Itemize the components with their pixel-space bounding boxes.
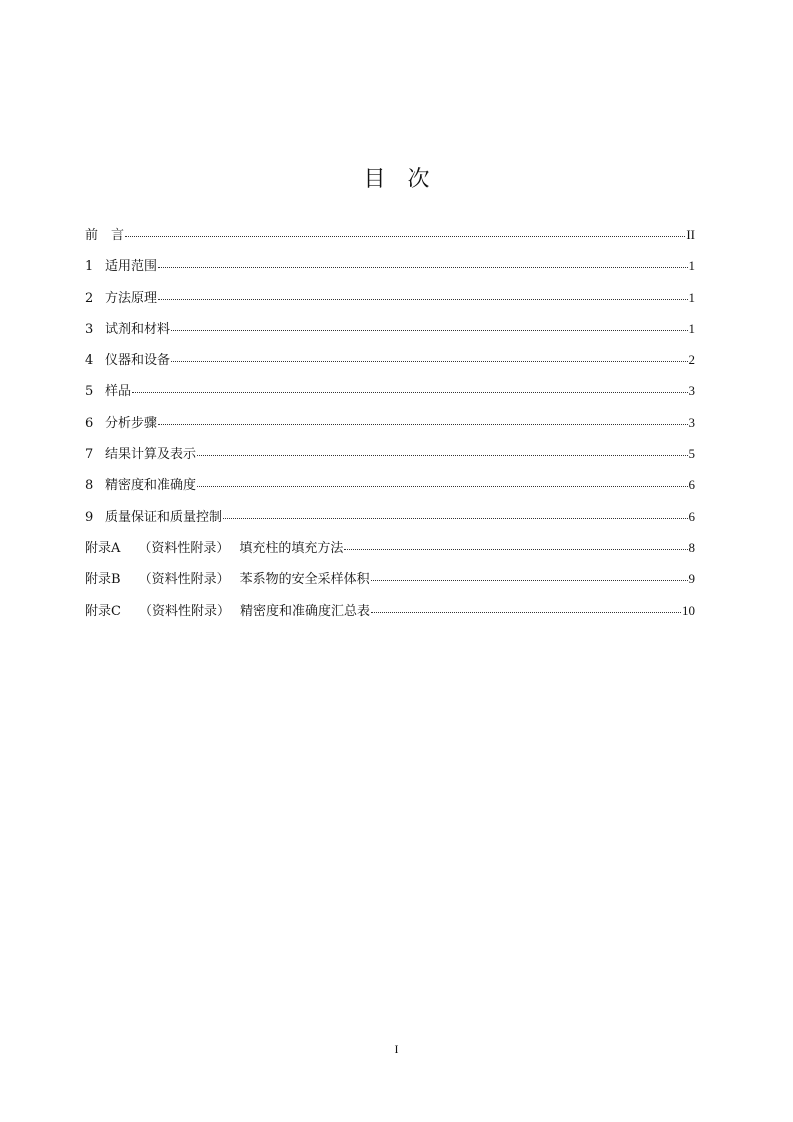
appendix-tag: 附录C bbox=[85, 603, 121, 619]
toc-entry-section-4[interactable] bbox=[85, 349, 695, 380]
leader-dots bbox=[197, 455, 687, 456]
toc-entry-label: 样品 bbox=[105, 384, 132, 400]
toc-entry-label: 适用范围 bbox=[105, 259, 158, 275]
toc-title-char-2: 次 bbox=[407, 167, 430, 192]
toc-entry-page: 1 bbox=[688, 258, 695, 274]
section-number: 4 bbox=[85, 353, 94, 369]
toc-entry-section-7[interactable] bbox=[85, 443, 695, 474]
toc-entry-label: 前 言 bbox=[85, 228, 125, 243]
toc-entry-page: 9 bbox=[688, 571, 695, 587]
section-number: 1 bbox=[85, 259, 94, 275]
toc-entry-page: 8 bbox=[688, 539, 695, 555]
leader-dots bbox=[344, 549, 687, 550]
leader-dots bbox=[125, 236, 685, 237]
toc-entry-page: 2 bbox=[688, 352, 695, 368]
toc-title-char-1: 目 bbox=[363, 167, 386, 192]
toc-entry-appendix-b[interactable] bbox=[85, 568, 695, 599]
leader-dots bbox=[171, 361, 687, 362]
toc-entry-section-3[interactable] bbox=[85, 318, 695, 349]
toc-entry-page: 5 bbox=[688, 446, 695, 462]
appendix-type: （资料性附录） bbox=[138, 603, 230, 619]
section-number: 6 bbox=[85, 415, 94, 431]
toc-entry-page: 1 bbox=[688, 320, 695, 336]
toc-entry-label: 试剂和材料 bbox=[105, 321, 171, 337]
appendix-type: （资料性附录） bbox=[138, 572, 230, 588]
toc-entry-label: 分析步骤 bbox=[105, 415, 158, 431]
toc-entry-page: 6 bbox=[688, 508, 695, 524]
leader-dots bbox=[158, 424, 687, 425]
appendix-tag: 附录A bbox=[85, 540, 121, 556]
toc-entry-section-8[interactable] bbox=[85, 474, 695, 505]
toc-entry-section-1[interactable] bbox=[85, 255, 695, 286]
toc-entry-section-5[interactable] bbox=[85, 380, 695, 411]
toc-entry-label: 质量保证和质量控制 bbox=[105, 509, 223, 525]
leader-dots bbox=[132, 392, 687, 393]
toc-entry-foreword[interactable] bbox=[85, 224, 695, 255]
toc-entry-page: 10 bbox=[682, 602, 695, 618]
page-number: I bbox=[394, 1042, 399, 1056]
appendix-title: 精密度和准确度汇总表 bbox=[239, 603, 370, 619]
leader-dots bbox=[171, 330, 687, 331]
leader-dots bbox=[158, 299, 687, 300]
appendix-type: （资料性附录） bbox=[138, 540, 230, 556]
toc-entry-label: 结果计算及表示 bbox=[105, 447, 197, 463]
toc-entry-page: 3 bbox=[688, 383, 695, 399]
section-number: 5 bbox=[85, 384, 94, 400]
leader-dots bbox=[371, 580, 688, 581]
appendix-title: 填充柱的填充方法 bbox=[239, 540, 344, 556]
leader-dots bbox=[223, 518, 687, 519]
toc-entry-section-9[interactable] bbox=[85, 506, 695, 537]
section-number: 9 bbox=[85, 509, 94, 525]
section-number: 2 bbox=[85, 290, 94, 306]
leader-dots bbox=[158, 267, 687, 268]
toc-entry-page: 6 bbox=[688, 477, 695, 493]
toc-entry-label: 仪器和设备 bbox=[105, 353, 171, 369]
toc-entry-section-6[interactable] bbox=[85, 412, 695, 443]
table-of-contents bbox=[85, 224, 695, 631]
section-number: 3 bbox=[85, 321, 94, 337]
toc-entry-section-2[interactable] bbox=[85, 287, 695, 318]
toc-entry-label: 精密度和准确度 bbox=[105, 478, 197, 494]
toc-entry-page: 3 bbox=[688, 414, 695, 430]
leader-dots bbox=[197, 486, 687, 487]
appendix-tag: 附录B bbox=[85, 572, 121, 588]
section-number: 8 bbox=[85, 478, 94, 494]
toc-entry-label: 方法原理 bbox=[105, 290, 158, 306]
toc-entry-page: 1 bbox=[688, 289, 695, 305]
appendix-title: 苯系物的安全采样体积 bbox=[239, 572, 370, 588]
toc-entry-page: II bbox=[686, 227, 695, 242]
section-number: 7 bbox=[85, 447, 94, 463]
toc-entry-appendix-c[interactable] bbox=[85, 600, 695, 631]
toc-title bbox=[0, 162, 793, 193]
leader-dots bbox=[371, 612, 681, 613]
toc-entry-appendix-a[interactable] bbox=[85, 537, 695, 568]
